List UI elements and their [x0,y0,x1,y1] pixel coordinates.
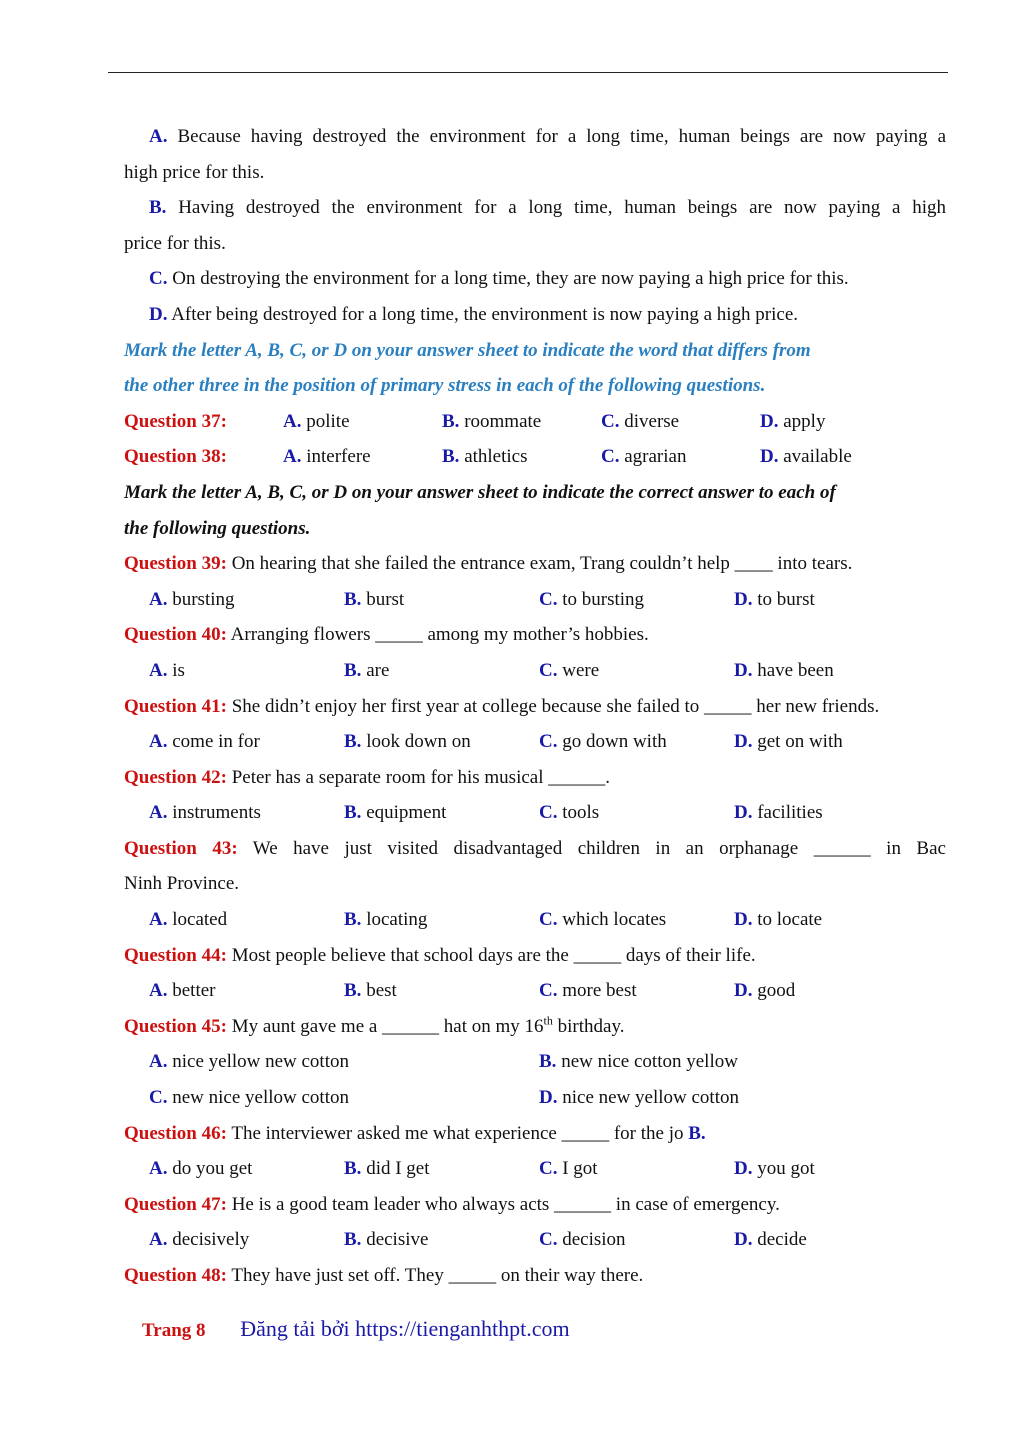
option-b: B. athletics [442,446,528,468]
option-text: Having destroyed the environment for a long time, human beings are now paying a high [178,197,946,219]
option-a: A. decisively [149,1229,250,1251]
option-label: B. [149,197,167,219]
option-label: C. [149,268,168,290]
question-39: Question 39: On hearing that she failed the entrance exam, Trang couldn’t help ____ into tears. [124,553,853,575]
page-number: Trang 8 [142,1320,206,1341]
option-a: A. located [149,909,228,931]
option-c: C. decision [539,1229,626,1251]
option-a: A. instruments [149,802,261,824]
question-45: Question 45: My aunt gave me a ______ hat on my 16th birthday. [124,1013,625,1037]
option-c: C. diverse [601,410,680,432]
question-43-options [124,902,946,938]
question-44: Question 44: Most people believe that school days are the _____ days of their life. [124,944,756,966]
stress-instruction-line2: the other three in the position of primary stress in each of the following questions. [124,375,766,397]
question-41-options [124,724,946,760]
header-rule [108,72,948,73]
q36-option-a-line2: high price for this. [124,161,265,183]
correct-instruction-line2: the following questions. [124,517,311,539]
option-a: A. is [149,659,185,681]
option-d: D. you got [734,1158,815,1180]
question-38 [124,439,946,475]
option-d: D. available [760,446,852,468]
question-39-options [124,582,946,618]
option-label: A. [149,126,168,147]
option-d: D. nice new yellow cotton [539,1087,739,1109]
question-48: Question 48: They have just set off. They _____ on their way there. [124,1265,644,1286]
page-content [124,119,946,1294]
option-text: After being destroyed for a long time, the environment is now paying a high price. [171,303,799,325]
option-label: D. [149,303,168,325]
question-41: Question 41: She didn’t enjoy her first year at college because she failed to _____ her new friends. [124,695,880,717]
option-c: C. were [539,659,600,681]
question-37 [124,404,946,440]
question-43: Question 43: We have just visited disadvantaged children in an orphanage ______ in Bac [124,837,946,859]
option-b: B. roommate [442,410,542,432]
question-43-continued: Ninh Province. [124,873,240,895]
question-46-options [124,1151,946,1187]
option-c: C. go down with [539,731,667,753]
option-c: C. which locates [539,909,667,931]
q36-option-b-line1 [124,190,946,226]
question-42-options [124,795,946,831]
correct-instruction-line1: Mark the letter A, B, C, or D on your answer sheet to indicate the correct answer to each of [124,481,836,503]
option-a: A. better [149,980,216,1002]
option-a: A. bursting [149,588,235,610]
question-label: Question 37: [124,410,227,432]
option-d: D. to burst [734,588,815,610]
option-b: B. new nice cotton yellow [539,1051,738,1073]
option-c: C. new nice yellow cotton [149,1087,349,1109]
question-42: Question 42: Peter has a separate room for his musical ______. [124,766,610,788]
option-d: D. have been [734,659,834,681]
q36-option-c [124,261,946,297]
option-text: Because having destroyed the environment for a long time, human beings are now paying a [177,126,946,147]
option-b: B. look down on [344,731,471,753]
page-footer [142,1316,570,1342]
upload-credit-link[interactable]: Đăng tải bởi https://tienganhthpt.com [240,1316,570,1341]
option-b: B. best [344,980,397,1002]
option-c: C. to bursting [539,588,645,610]
question-45-options-row2 [124,1080,946,1116]
option-b: B. did I get [344,1158,430,1180]
option-c: C. agrarian [601,446,687,468]
option-d: D. to locate [734,909,823,931]
question-45-options-row1 [124,1044,946,1080]
option-b: B. equipment [344,802,447,824]
option-c: C. I got [539,1158,598,1180]
option-d: D. get on with [734,731,843,753]
option-d: D. apply [760,410,826,432]
option-b: B. are [344,659,390,681]
question-47-options [124,1222,946,1258]
option-b: B. burst [344,588,405,610]
question-46: Question 46: The interviewer asked me what experience _____ for the jo B. [124,1122,706,1144]
option-d: D. decide [734,1229,807,1251]
option-c: C. more best [539,980,637,1002]
option-b: B. locating [344,909,428,931]
option-a: A. do you get [149,1158,253,1180]
option-a: A. nice yellow new cotton [149,1051,349,1073]
option-d: D. good [734,980,796,1002]
option-a: A. interfere [283,446,371,468]
question-label: Question 38: [124,446,227,468]
q36-option-b-line2: price for this. [124,232,226,254]
question-47: Question 47: He is a good team leader who always acts ______ in case of emergency. [124,1193,780,1215]
option-d: D. facilities [734,802,823,824]
question-40: Question 40: Arranging flowers _____ among my mother’s hobbies. [124,624,649,646]
option-a: A. polite [283,410,350,432]
question-44-options [124,973,946,1009]
question-40-options [124,653,946,689]
option-b: B. decisive [344,1229,429,1251]
option-c: C. tools [539,802,600,824]
q36-option-a-line1 [124,119,946,155]
option-a: A. come in for [149,731,260,753]
q36-option-d [124,297,946,333]
stress-instruction-line1: Mark the letter A, B, C, or D on your answer sheet to indicate the word that differs from [124,339,811,361]
option-text: On destroying the environment for a long time, they are now paying a high price for this. [172,268,849,290]
